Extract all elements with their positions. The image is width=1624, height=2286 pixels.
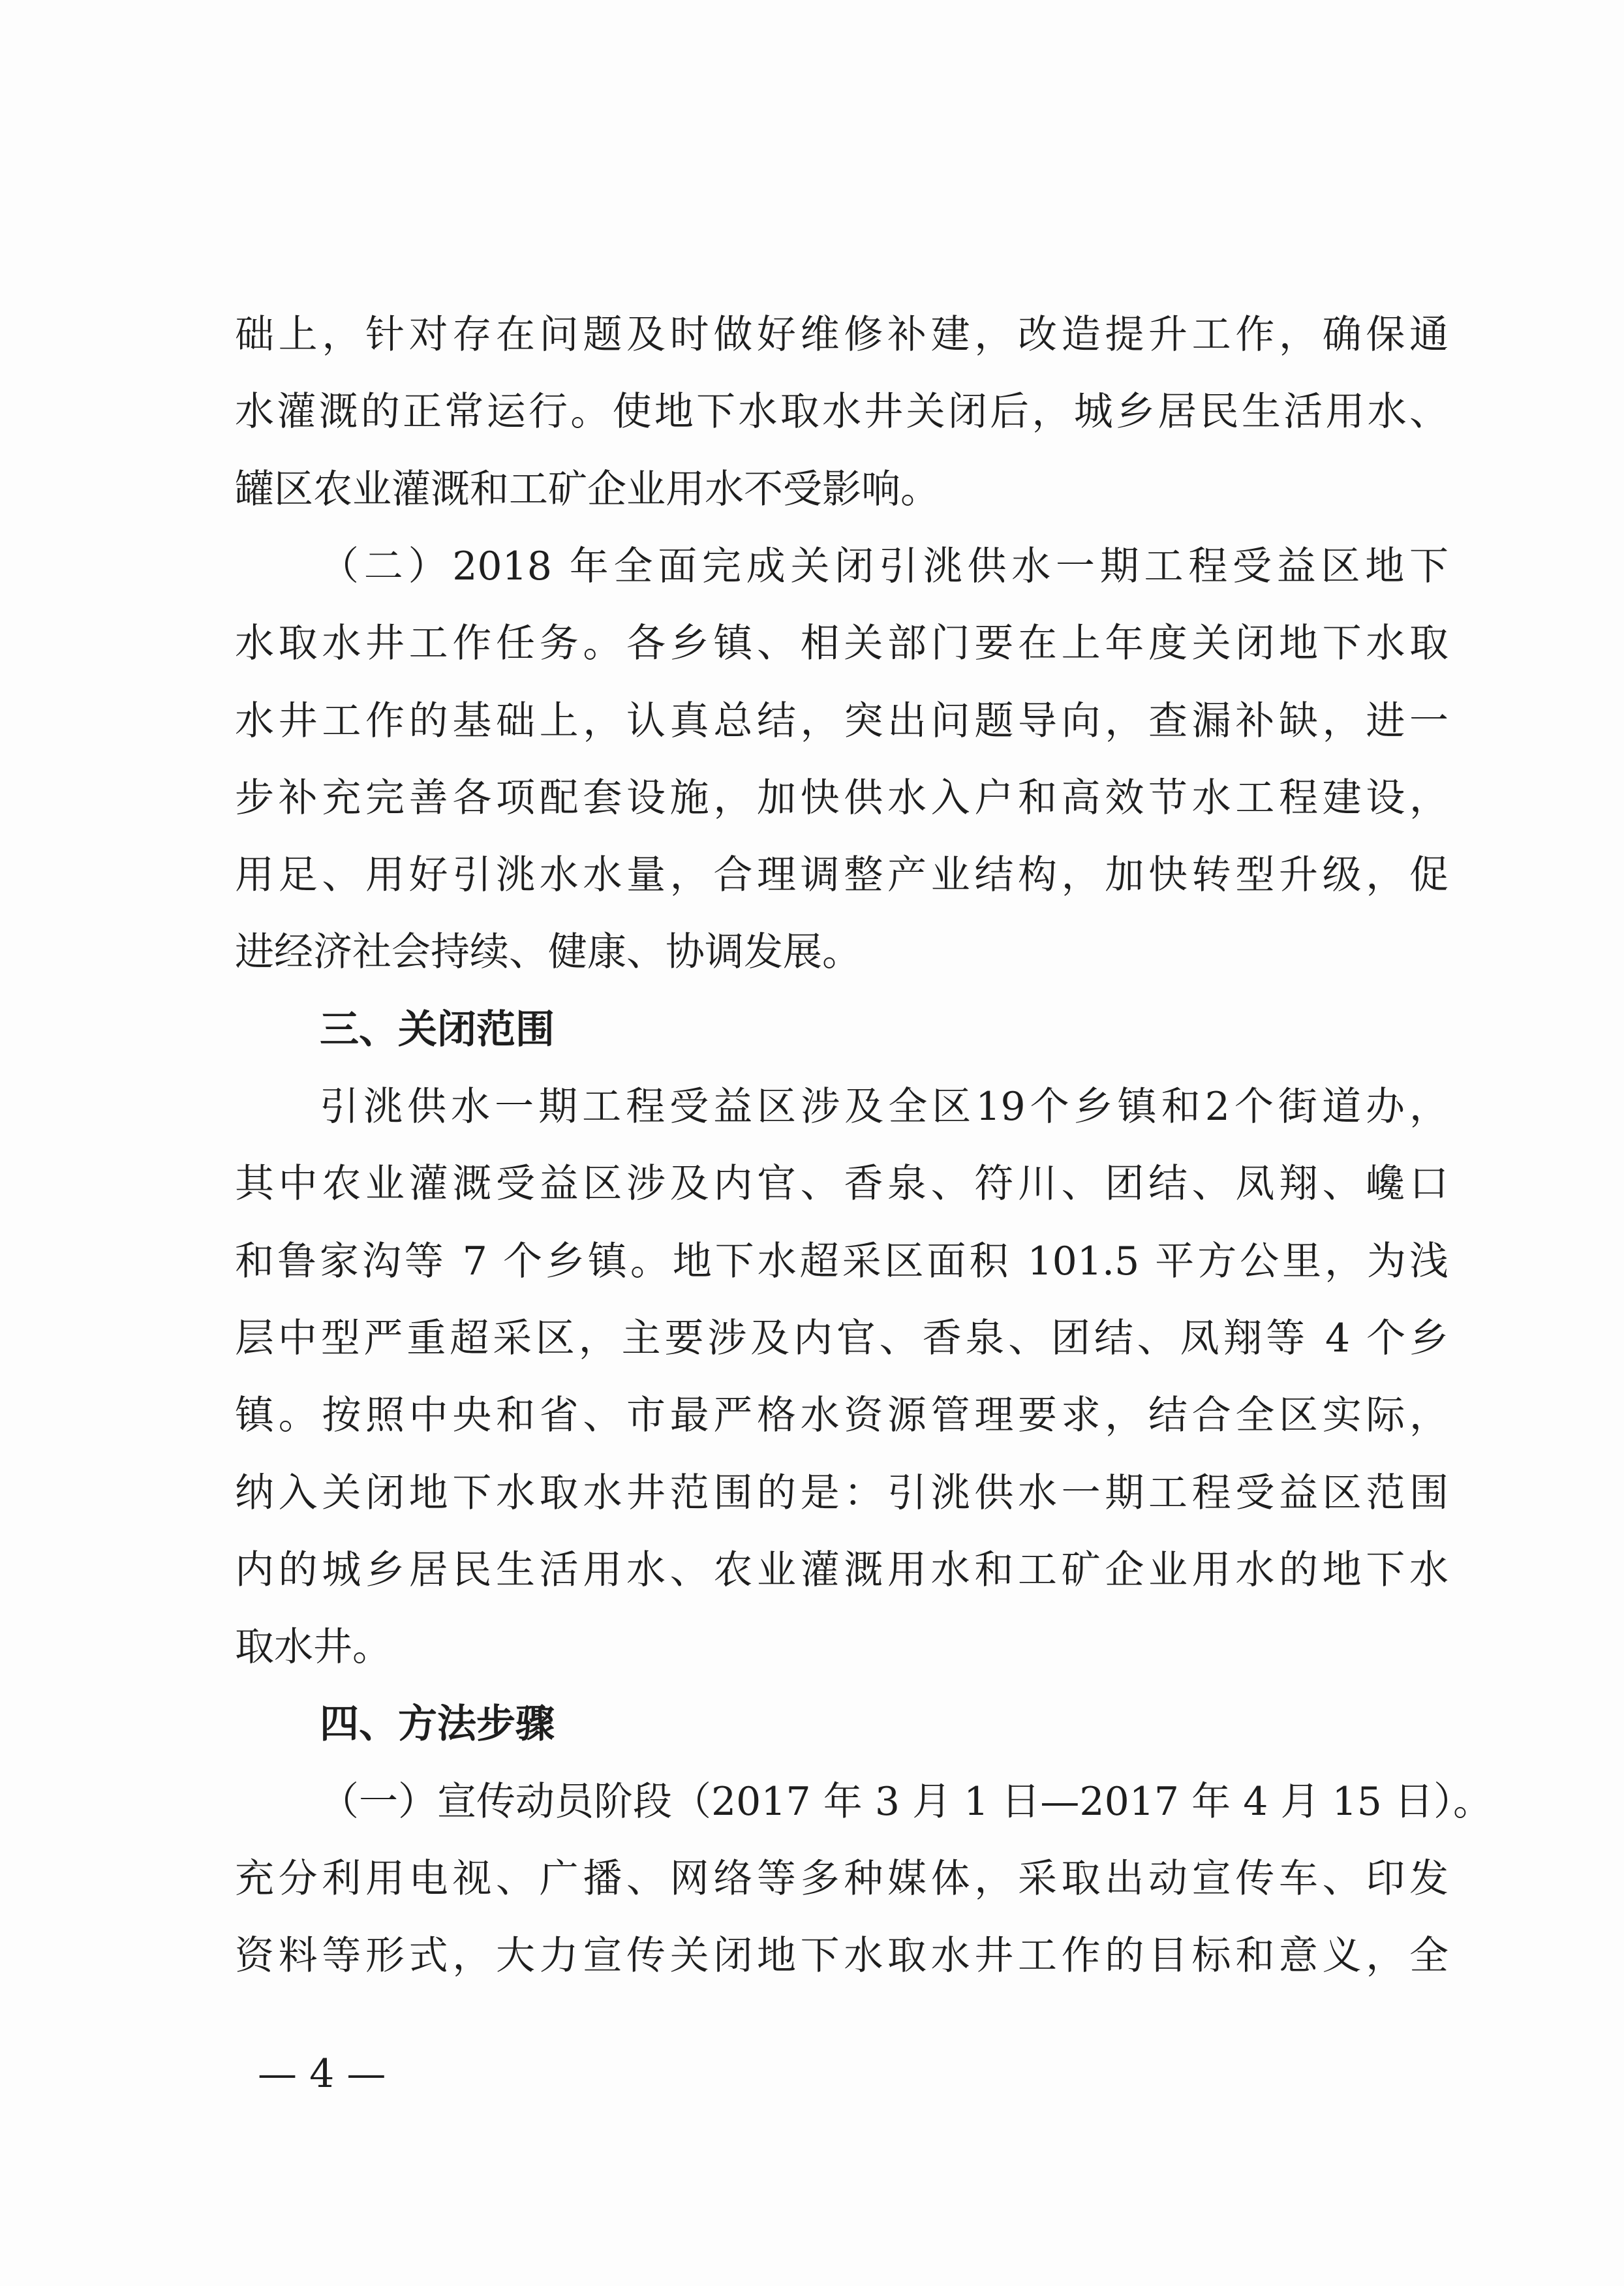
text-line: 步补充完善各项配套设施，加快供水入户和高效节水工程建设， [235, 775, 1448, 821]
text-line: 其中农业灌溉受益区涉及内官、香泉、符川、团结、凤翔、巉口 [235, 1161, 1448, 1207]
text-line: 资料等形式，大力宣传关闭地下水取水井工作的目标和意义，全 [235, 1933, 1448, 1979]
text-line: 罐区农业灌溉和工矿企业用水不受影响。 [235, 467, 940, 512]
text-line: 用足、用好引洮水水量，合理调整产业结构，加快转型升级，促 [235, 852, 1448, 898]
text-line: 取水井。 [235, 1624, 391, 1670]
text-line: 础上，针对存在问题及时做好维修补建，改造提升工作，确保通 [235, 312, 1448, 358]
text-line: 镇。按照中央和省、市最严格水资源管理要求，结合全区实际， [235, 1393, 1448, 1438]
text-line: 进经济社会持续、健康、协调发展。 [235, 929, 861, 975]
text-line: 水取水井工作任务。各乡镇、相关部门要在上年度关闭地下水取 [235, 621, 1448, 666]
text-line: 充分利用电视、广播、网络等多种媒体，采取出动宣传车、印发 [235, 1856, 1448, 1902]
section-heading: 三、关闭范围 [320, 1007, 555, 1053]
text-line: 水灌溉的正常运行。使地下水取水井关闭后，城乡居民生活用水、 [235, 389, 1448, 435]
section-heading: 四、方法步骤 [320, 1701, 555, 1747]
text-line: 纳入关闭地下水取水井范围的是：引洮供水一期工程受益区范围 [235, 1470, 1448, 1516]
page-number: — 4 — [258, 2051, 386, 2097]
text-line: （二）2018 年全面完成关闭引洮供水一期工程受益区地下 [320, 544, 1448, 589]
text-line: （一）宣传动员阶段（2017 年 3 月 1 日—2017 年 4 月 15 日）。 [320, 1779, 1492, 1825]
text-line: 内的城乡居民生活用水、农业灌溉用水和工矿企业用水的地下水 [235, 1547, 1448, 1593]
text-line: 和鲁家沟等 7 个乡镇。地下水超采区面积 101.5 平方公里，为浅 [235, 1239, 1448, 1284]
text-line: 水井工作的基础上，认真总结，突出问题导向，查漏补缺，进一 [235, 698, 1448, 744]
text-line: 层中型严重超采区，主要涉及内官、香泉、团结、凤翔等 4 个乡 [235, 1316, 1448, 1361]
text-line: 引洮供水一期工程受益区涉及全区19个乡镇和2个街道办， [320, 1084, 1448, 1130]
